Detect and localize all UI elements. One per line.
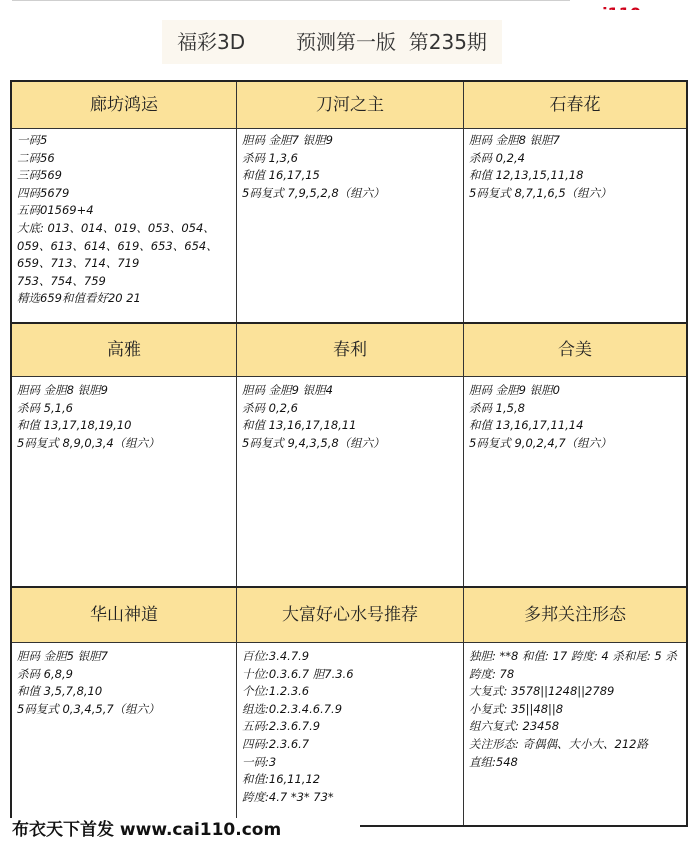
page-title: 福彩3D 预测第一版 第235期 xyxy=(162,20,502,64)
content-line: 大底: 013、014、019、053、054、059、613、614、619、653、654、659、713、714、719 xyxy=(17,220,218,271)
content-line: 胆码 金胆7 银胆9 xyxy=(242,133,333,147)
cell-dafu xyxy=(237,588,463,825)
cell-title: 廊坊鸿运 xyxy=(12,82,236,129)
content-line: 胆码 金胆9 银胆0 xyxy=(469,383,560,397)
content-line: 关注形态: 奇偶偶、大小大、212路 xyxy=(469,736,648,751)
content-line: 大复式: 3578||1248||2789 xyxy=(469,684,615,699)
cell-title: 大富好心水号推荐 xyxy=(237,588,463,643)
content-line: 胆码 金胆8 银胆7 xyxy=(469,133,560,147)
content-line: 和值 13,16,17,11,14 xyxy=(469,418,584,433)
content-line: 跨度:4.7 *3* 73* xyxy=(242,789,334,804)
title-area xyxy=(12,10,688,72)
content-line: 小复式: 35||48||8 xyxy=(469,701,564,716)
cell-title: 多邦关注形态 xyxy=(464,588,686,643)
content-line: 753、754、759 xyxy=(17,273,106,288)
content-line: 一码5 xyxy=(17,133,48,147)
cell-huashan xyxy=(12,588,236,825)
cell-content xyxy=(242,648,459,825)
cell-title: 春利 xyxy=(237,324,463,377)
content-line: 和值 13,17,18,19,10 xyxy=(17,418,132,433)
column-divider xyxy=(463,82,464,825)
content-line: 5码复式 9,4,3,5,8（组六） xyxy=(242,435,385,450)
cell-title: 华山神道 xyxy=(12,588,236,643)
content-line: 和值:16,11,12 xyxy=(242,772,321,787)
cell-content xyxy=(469,132,682,322)
cell-title: 石春花 xyxy=(464,82,686,129)
content-line: 精选659和值看好20 21 xyxy=(17,291,141,306)
content-line: 杀码 5,1,6 xyxy=(17,400,73,415)
content-line: 三码569 xyxy=(17,168,62,183)
content-line: 5码复式 9,0,2,4,7（组六） xyxy=(469,435,612,450)
content-line: 和值 16,17,15 xyxy=(242,168,320,183)
content-line: 杀码 1,3,6 xyxy=(242,150,298,165)
content-line: 四码5679 xyxy=(17,185,70,200)
cell-hemei xyxy=(464,324,686,586)
row-divider xyxy=(12,322,686,324)
cell-title: 刀河之主 xyxy=(237,82,463,129)
cell-content xyxy=(242,132,459,322)
cell-content xyxy=(242,382,459,586)
content-line: 组选:0.2.3.4.6.7.9 xyxy=(242,701,343,716)
row-divider xyxy=(12,586,686,588)
content-line: 和值 3,5,7,8,10 xyxy=(17,684,103,699)
cell-content xyxy=(469,382,682,586)
content-line: 组六复式: 23458 xyxy=(469,719,560,734)
content-line: 五码:2.3.6.7.9 xyxy=(242,719,321,734)
cell-shichunhua xyxy=(464,82,686,322)
content-line: 杀码 6,8,9 xyxy=(17,666,73,681)
prediction-grid xyxy=(10,80,688,827)
content-line: 胆码 金胆5 银胆7 xyxy=(17,649,108,663)
content-line: 5码复式 0,3,4,5,7（组六） xyxy=(17,701,160,716)
cell-chunli xyxy=(237,324,463,586)
cell-content xyxy=(469,648,682,825)
cell-content xyxy=(17,382,232,586)
content-line: 杀码 1,5,8 xyxy=(469,400,525,415)
content-line: 胆码 金胆9 银胆4 xyxy=(242,383,333,397)
cell-daohe xyxy=(237,82,463,322)
content-line: 独胆: **8 和值: 17 跨度: 4 杀和尾: 5 杀跨度: 78 xyxy=(469,649,677,681)
cell-title: 合美 xyxy=(464,324,686,377)
content-line: 和值 13,16,17,18,11 xyxy=(242,418,357,433)
content-line: 5码复式 8,9,0,3,4（组六） xyxy=(17,435,160,450)
content-line: 个位:1.2.3.6 xyxy=(242,684,310,699)
content-line: 百位:3.4.7.9 xyxy=(242,649,310,663)
cell-duobang xyxy=(464,588,686,825)
column-divider xyxy=(236,82,237,825)
content-line: 五码01569+4 xyxy=(17,203,94,218)
cell-content xyxy=(17,132,232,322)
content-line: 十位:0.3.6.7 胆7.3.6 xyxy=(242,666,354,681)
content-line: 和值 12,13,15,11,18 xyxy=(469,168,584,183)
content-line: 胆码 金胆8 银胆9 xyxy=(17,383,108,397)
cell-title: 高雅 xyxy=(12,324,236,377)
content-line: 直组:548 xyxy=(469,754,518,769)
content-line: 四码:2.3.6.7 xyxy=(242,736,310,751)
cell-content xyxy=(17,648,232,825)
content-line: 杀码 0,2,6 xyxy=(242,400,298,415)
content-line: 杀码 0,2,4 xyxy=(469,150,525,165)
cell-gaoya xyxy=(12,324,236,586)
content-line: 二码56 xyxy=(17,150,55,165)
footer-watermark: 布衣天下首发 www.cai110.com xyxy=(0,818,360,843)
content-line: 一码:3 xyxy=(242,754,277,769)
content-line: 5码复式 7,9,5,2,8（组六） xyxy=(242,185,385,200)
content-line: 5码复式 8,7,1,6,5（组六） xyxy=(469,185,612,200)
cell-langfang xyxy=(12,82,236,322)
